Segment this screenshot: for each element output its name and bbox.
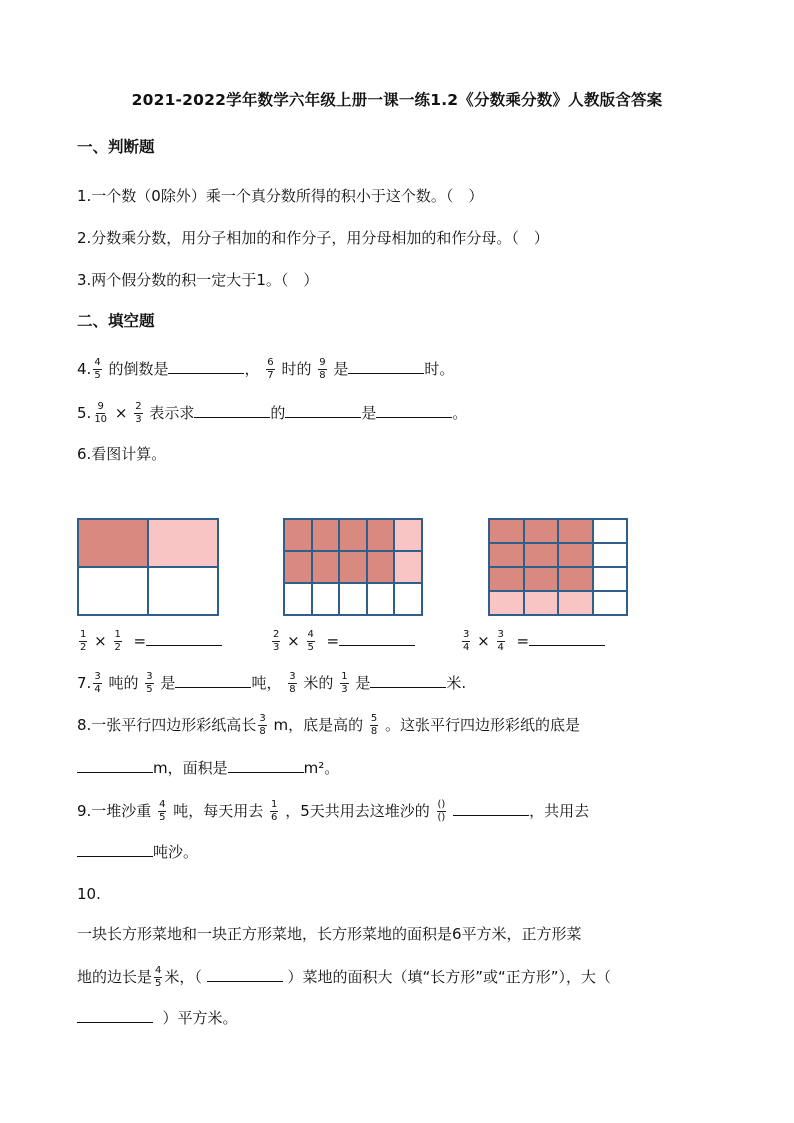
figure-2-cell — [367, 519, 395, 551]
q10-fraction-1-numerator: 4 — [155, 965, 162, 976]
q9-text-5: 吨沙。 — [153, 843, 199, 861]
q7-text-1: 吨的 — [108, 674, 139, 692]
q10-text-1: 地的边长是 — [77, 968, 153, 986]
figure-1-cell — [148, 519, 218, 567]
figure-3-cell — [558, 519, 593, 543]
q4-fraction-3 — [318, 358, 326, 381]
section-judgement-heading: 一、判断题 — [77, 138, 155, 156]
eq2-fraction-a-numerator: 2 — [273, 629, 280, 640]
q9-fraction-1-numerator: 4 — [159, 799, 166, 810]
q4-text-2: ， — [244, 360, 260, 378]
eq1-fraction-a-denominator: 2 — [80, 642, 87, 653]
q5-fraction-2-denominator: 3 — [135, 414, 142, 425]
q7-fraction-4-numerator: 1 — [341, 671, 348, 682]
q10-blank-1[interactable] — [207, 967, 283, 982]
figure-3-cell — [524, 519, 559, 543]
q5-text-1: 表示求 — [149, 404, 195, 422]
eq1-answer-blank[interactable] — [146, 631, 222, 646]
figure-3-cell — [558, 591, 593, 615]
eq2-answer-blank[interactable] — [339, 631, 415, 646]
q8-blank-2[interactable] — [228, 758, 304, 773]
q10-text-2: 米，（ — [164, 968, 202, 986]
eq2-fraction-a-denominator: 3 — [273, 642, 280, 653]
q5-fraction-2 — [134, 402, 142, 425]
q7-blank-2[interactable] — [370, 673, 446, 688]
question-10-line-1: 一块长方形菜地和一块正方形菜地，长方形菜地的面积是6平方米，正方形菜 — [77, 925, 582, 943]
q5-number: 5. — [77, 404, 92, 422]
q4-fraction-3-numerator: 9 — [319, 357, 326, 368]
q8-text-1: 8.一张平行四边形彩纸高长 — [77, 716, 257, 734]
figure-2-cell — [394, 519, 422, 551]
q9-fraction-3-denominator: () — [437, 812, 446, 823]
q10-blank-2[interactable] — [77, 1008, 153, 1023]
figure-1-cell — [78, 519, 148, 567]
q4-blank-2[interactable] — [348, 359, 424, 374]
q8-fraction-2 — [370, 714, 378, 737]
eq2-fraction-b-numerator: 4 — [307, 629, 314, 640]
eq3-answer-blank[interactable] — [529, 631, 605, 646]
eq1-fraction-b-denominator: 2 — [114, 642, 121, 653]
q4-number: 4. — [77, 360, 92, 378]
q9-fraction-1-denominator: 5 — [159, 812, 166, 823]
q5-blank-2[interactable] — [285, 403, 361, 418]
q7-fraction-3 — [288, 672, 296, 695]
figure-2-cell — [312, 583, 340, 615]
eq2-equals-sign: = — [326, 632, 340, 650]
eq2-fraction-a — [272, 630, 280, 653]
q9-text-3: ，5天共用去这堆沙的 — [285, 802, 430, 820]
q8-fraction-1-numerator: 3 — [259, 713, 266, 724]
q4-fraction-2-denominator: 7 — [267, 370, 274, 381]
q5-fraction-1-denominator: 10 — [94, 414, 108, 425]
q4-blank-1[interactable] — [168, 359, 244, 374]
eq1-fraction-a-numerator: 1 — [80, 629, 87, 640]
question-6: 6.看图计算。 — [77, 445, 167, 463]
q7-fraction-2-denominator: 5 — [146, 684, 153, 695]
q8-fraction-2-denominator: 8 — [370, 726, 378, 737]
q7-text-2: 是 — [160, 674, 176, 692]
q8-fraction-1-denominator: 8 — [259, 726, 266, 737]
q5-fraction-2-numerator: 2 — [135, 401, 142, 412]
q7-fraction-4-denominator: 3 — [341, 684, 348, 695]
q4-fraction-3-denominator: 8 — [319, 370, 326, 381]
q7-fraction-4 — [340, 672, 348, 695]
q7-text-4: 米的 — [303, 674, 334, 692]
figure-2-cell — [284, 551, 312, 583]
q4-text-4: 是 — [333, 360, 349, 378]
figure-1-cell — [78, 567, 148, 615]
figure-3-cell — [524, 591, 559, 615]
q5-text-4: 。 — [452, 404, 468, 422]
figure-3-cell — [593, 591, 628, 615]
figure-2-grid — [283, 518, 423, 616]
question-2: 2.分数乘分数，用分子相加的和作分子，用分母相加的和作分母。（ ） — [77, 229, 549, 247]
figure-2-cell — [394, 551, 422, 583]
q5-blank-3[interactable] — [376, 403, 452, 418]
figure-2-cell — [284, 583, 312, 615]
question-8-line-1 — [77, 714, 580, 737]
q5-blank-1[interactable] — [194, 403, 270, 418]
q9-fraction-3 — [437, 800, 447, 823]
q7-number: 7. — [77, 674, 92, 692]
q5-fraction-1 — [93, 402, 108, 425]
figure-3-cell — [524, 567, 559, 591]
figure-2-cell — [367, 551, 395, 583]
figure-3-cell — [489, 591, 524, 615]
eq3-fraction-a — [462, 630, 470, 653]
figure-3-cell — [593, 543, 628, 567]
figure-3-cell — [593, 519, 628, 543]
eq3-multiply-sign: × — [477, 632, 490, 650]
question-3: 3.两个假分数的积一定大于1。（ ） — [77, 271, 319, 289]
q9-fraction-1 — [158, 800, 166, 823]
figure-3-cell — [489, 567, 524, 591]
figure-2-cell — [312, 551, 340, 583]
eq3-equals-sign: = — [516, 632, 530, 650]
q7-text-5: 是 — [355, 674, 371, 692]
q4-text-1: 的倒数是 — [108, 360, 169, 378]
q4-fraction-1 — [93, 358, 101, 381]
q7-fraction-2-numerator: 3 — [146, 671, 153, 682]
figure-2-cell — [284, 519, 312, 551]
question-8-line-2 — [77, 758, 339, 778]
figure-3-cell — [558, 543, 593, 567]
q9-blank-2[interactable] — [77, 842, 153, 857]
q4-text-5: 时。 — [424, 360, 455, 378]
eq3-fraction-a-denominator: 4 — [463, 642, 470, 653]
eq3-fraction-a-numerator: 3 — [463, 629, 470, 640]
q5-text-2: 的 — [270, 404, 286, 422]
q10-text-3: ）菜地的面积大（填“长方形”或“正方形”），大（ — [287, 968, 612, 986]
q8-text-3: 。这张平行四边形彩纸的底是 — [385, 716, 581, 734]
section-fill-heading: 二、填空题 — [77, 312, 155, 330]
figure-3-cell — [593, 567, 628, 591]
eq1-multiply-sign: × — [94, 632, 107, 650]
figure-2-cell — [339, 519, 367, 551]
q7-fraction-3-denominator: 8 — [289, 684, 296, 695]
eq1-equals-sign: = — [133, 632, 147, 650]
question-1: 1.一个数（0除外）乘一个真分数所得的积小于这个数。（ ） — [77, 187, 484, 205]
q4-text-3: 时的 — [281, 360, 312, 378]
q7-text-6: 米. — [446, 674, 467, 692]
question-10-number: 10. — [77, 885, 101, 903]
q5-fraction-1-numerator: 9 — [97, 401, 104, 412]
question-10-line-2 — [77, 966, 611, 989]
figure-3-cell — [524, 543, 559, 567]
q9-fraction-2 — [270, 800, 278, 823]
eq3-fraction-b — [497, 630, 505, 653]
eq2-fraction-b-denominator: 5 — [307, 642, 314, 653]
q7-text-3: 吨， — [251, 674, 282, 692]
q9-blank-1[interactable] — [453, 801, 529, 816]
q9-fraction-3-numerator: () — [437, 799, 446, 810]
eq1-fraction-b-numerator: 1 — [114, 629, 121, 640]
q7-fraction-1 — [93, 672, 101, 695]
q9-fraction-2-numerator: 1 — [271, 799, 278, 810]
q4-fraction-1-numerator: 4 — [94, 357, 101, 368]
q7-fraction-2 — [145, 672, 153, 695]
q8-fraction-1 — [258, 714, 266, 737]
q4-fraction-2 — [266, 358, 274, 381]
q7-fraction-1-denominator: 4 — [94, 684, 101, 695]
question-9-line-2 — [77, 842, 198, 862]
figure-3-cell — [489, 519, 524, 543]
question-9-line-1 — [77, 800, 589, 823]
question-5 — [77, 402, 467, 425]
q5-text-3: 是 — [361, 404, 377, 422]
figure-2-cell — [339, 551, 367, 583]
eq1-fraction-b — [114, 630, 122, 653]
figure-2-cell — [312, 519, 340, 551]
question-4 — [77, 358, 454, 381]
page-title: 2021-2022学年数学六年级上册一课一练1.2《分数乘分数》人教版含答案 — [131, 91, 663, 109]
figure-2-cell — [339, 583, 367, 615]
q8-blank-1[interactable] — [77, 758, 153, 773]
q9-text-4: ，共用去 — [529, 802, 590, 820]
eq1-fraction-a — [79, 630, 87, 653]
figure-3-grid — [488, 518, 628, 616]
q7-blank-1[interactable] — [175, 673, 251, 688]
q10-text-4: ）平方米。 — [162, 1009, 238, 1027]
q7-fraction-3-numerator: 3 — [289, 671, 296, 682]
figure-1-cell — [148, 567, 218, 615]
q10-fraction-1 — [154, 966, 162, 989]
q7-fraction-1-numerator: 3 — [94, 671, 101, 682]
question-7 — [77, 672, 466, 695]
q9-fraction-2-denominator: 6 — [271, 812, 278, 823]
figure-3-cell — [558, 567, 593, 591]
q10-fraction-1-denominator: 5 — [155, 978, 162, 989]
q9-text-1: 9.一堆沙重 — [77, 802, 152, 820]
q9-text-2: 吨，每天用去 — [173, 802, 264, 820]
figure-1-grid — [77, 518, 219, 616]
figure-2-cell — [367, 583, 395, 615]
eq2-fraction-b — [307, 630, 315, 653]
q4-fraction-1-denominator: 5 — [94, 370, 101, 381]
figure-3-cell — [489, 543, 524, 567]
q8-text-5: m²。 — [303, 759, 340, 777]
eq3-fraction-b-denominator: 4 — [497, 642, 504, 653]
q8-text-4: m，面积是 — [153, 759, 228, 777]
eq3-fraction-b-numerator: 3 — [497, 629, 504, 640]
q4-fraction-2-numerator: 6 — [267, 357, 274, 368]
q8-text-2: m，底是高的 — [273, 716, 364, 734]
eq2-multiply-sign: × — [287, 632, 300, 650]
question-10-line-3 — [77, 1008, 238, 1028]
q8-fraction-2-numerator: 5 — [370, 713, 378, 724]
figure-2-cell — [394, 583, 422, 615]
figure-1-equation — [77, 630, 222, 653]
figure-3-equation — [460, 630, 605, 653]
figure-2-equation — [270, 630, 415, 653]
q5-multiply-sign: × — [114, 404, 128, 422]
